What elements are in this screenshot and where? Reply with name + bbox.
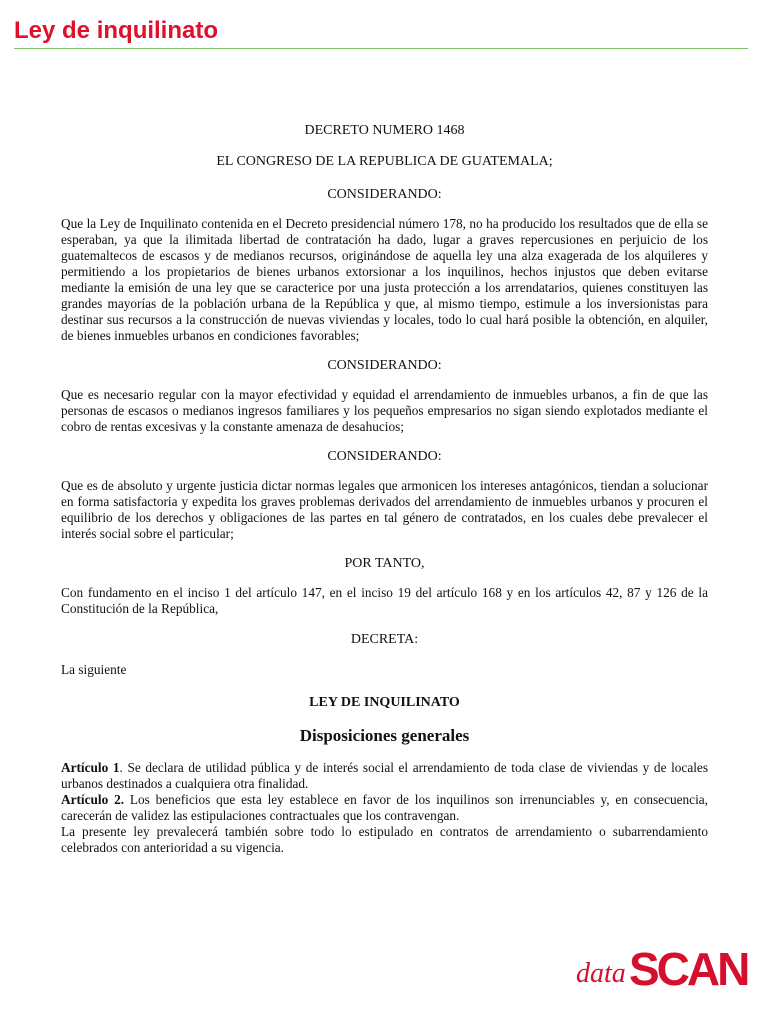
- logo-scan-text: SCAN: [629, 943, 748, 995]
- considerando-text-3: Que es de absoluto y urgente justicia dictar normas legales que armonicen los intereses antagónicos, tiendan a solucionar en forma satisfactoria y expedita los graves problemas derivados del arrendamiento de inmuebles urbanos y procuren el equilibrio de los derechos y obligaciones de las partes en tal género de contratados, en los cuales debe prevalecer el interés social sobre el particular;: [61, 478, 708, 541]
- logo-data-text: data: [576, 958, 626, 989]
- considerando-heading-2: CONSIDERANDO:: [327, 358, 442, 373]
- article-1-text: . Se declara de utilidad pública y de interés social el arrendamiento de toda clase de viviendas y de locales urbanos destinados a cualquiera otra finalidad.: [61, 760, 708, 791]
- decreta-heading: DECRETA:: [350, 632, 419, 647]
- decree-number: DECRETO NUMERO 1468: [304, 123, 465, 138]
- article-1: [61, 760, 708, 792]
- law-title: LEY DE INQUILINATO: [309, 695, 460, 710]
- la-siguiente-text: La siguiente: [61, 662, 127, 677]
- por-tanto-text: Con fundamento en el inciso 1 del artículo 147, en el inciso 19 del artículo 168 y en los artículos 42, 87 y 126 de la Constitución de la República,: [61, 585, 708, 616]
- article-2-label: Artículo 2.: [61, 792, 125, 807]
- article-1-label: Artículo 1: [61, 760, 120, 775]
- considerando-text-2: Que es necesario regular con la mayor efectividad y equidad el arrendamiento de inmuebles urbanos, a fin de que las personas de escasos o medianos ingresos familiares y los pequeños empresarios no sigan siendo explotados mediante el cobro de rentas excesivas y la constante amenaza de desahucios;: [61, 387, 708, 434]
- article-2-paragraph-2: La presente ley prevalecerá también sobre todo lo estipulado en contratos de arrendamiento o subarrendamiento celebrados con anterioridad a su vigencia.: [61, 824, 708, 855]
- article-2: [61, 792, 708, 824]
- congress-line: EL CONGRESO DE LA REPUBLICA DE GUATEMALA;: [216, 154, 553, 169]
- datascan-logo: [576, 943, 756, 1000]
- article-2-text: Los beneficios que esta ley establece en favor de los inquilinos son irrenunciables y, en consecuencia, carecerán de validez las estipulaciones contractuales que los contravengan.: [61, 792, 708, 823]
- document-title: Ley de inquilinato: [14, 17, 219, 44]
- document-header: [14, 12, 748, 49]
- considerando-heading-3: CONSIDERANDO:: [327, 449, 442, 464]
- section-title: Disposiciones generales: [299, 726, 470, 745]
- por-tanto-heading: POR TANTO,: [344, 556, 425, 571]
- document-body: [61, 122, 708, 856]
- considerando-heading-1: CONSIDERANDO:: [327, 187, 442, 202]
- considerando-text-1: Que la Ley de Inquilinato contenida en el Decreto presidencial número 178, no ha producido los resultados que de ella se esperaban, ya que la ilimitada libertad de contratación ha dado, lugar a graves repercusiones en perjuicio de los guatemaltecos de escasos y de medianos recursos, originándose de aquella ley una alza exagerada de los alquileres y permitiendo a los propietarios de bienes urbanos extorsionar a los inquilinos, hechos injustos que deben evitarse mediante la emisión de una ley que se caracterice por una justa protección a los arrendatarios, quienes constituyen las grandes mayorías de la población urbana de la República y que, al mismo tiempo, estimule a los inversionistas para destinar sus recursos a la construcción de nuevas viviendas y locales, todo lo cual hará posible la obtención, en alquiler, de bienes inmuebles urbanos en condiciones favorables;: [61, 216, 708, 343]
